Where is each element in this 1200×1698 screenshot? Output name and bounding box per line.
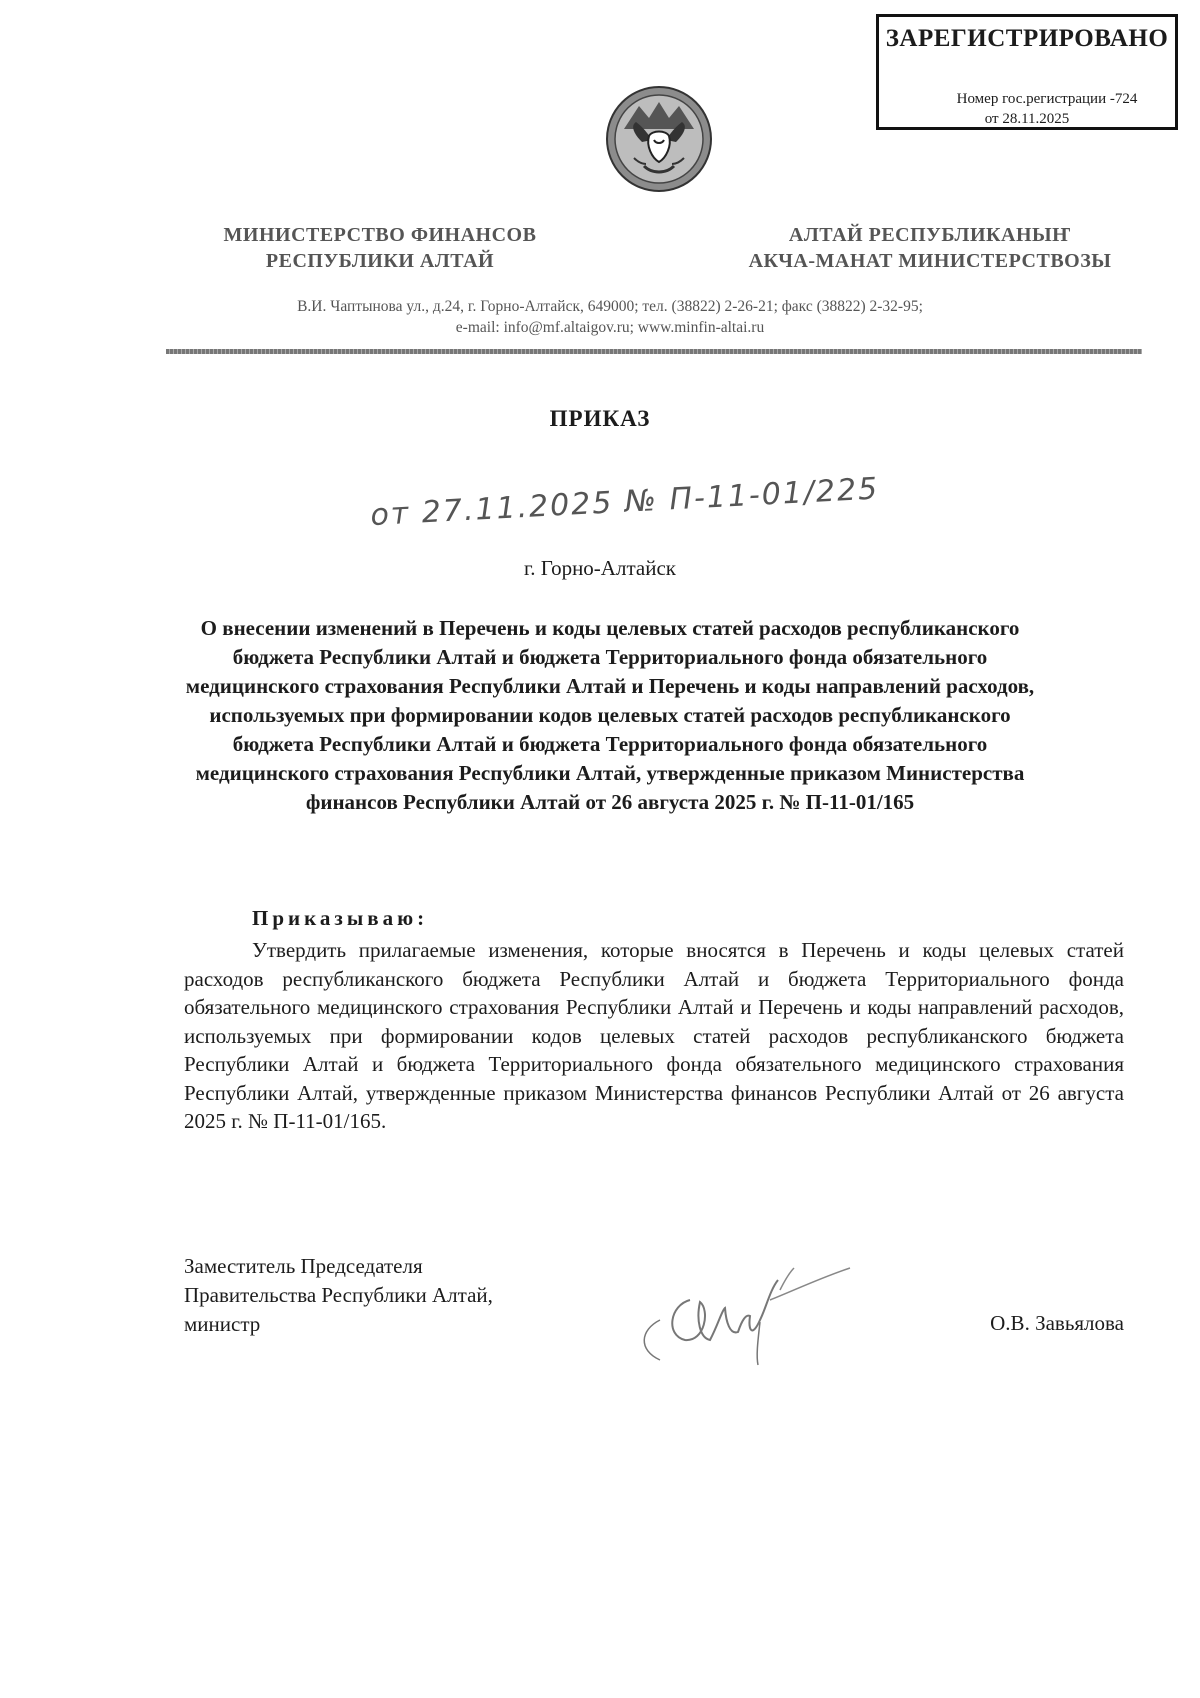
signer-title: Заместитель Председателя Правительства Республики Алтай, министр xyxy=(184,1254,493,1336)
ministry-name-line1: МИНИСТЕРСТВО ФИНАНСОВ xyxy=(223,224,537,246)
signer-name: О.В. Завьялова xyxy=(990,1311,1124,1335)
ministry-name-altai-line1: АЛТАЙ РЕСПУБЛИКАНЫҤ xyxy=(788,224,1072,246)
order-title: ПРИКАЗ xyxy=(549,406,651,431)
coat-of-arms-icon xyxy=(604,84,714,194)
handwritten-date-number-text: от 27.11.2025 № П-11-01/225 xyxy=(369,471,880,534)
header-divider xyxy=(166,349,1142,354)
stamp-reg-number: Номер гос.регистрации -724 xyxy=(956,91,1138,107)
order-subject: О внесении изменений в Перечень и коды целевых статей расходов республиканского бюджета Республики Алтай и бюджета Территориального фонда обязательного медицинского страхования Республики Алтай и Перечень и коды направлений расходов, используемых при формировании кодов целевых статей расходов республиканского бюджета Республики Алтай и бюджета Территориального фонда обязательного медицинского страхования Республики Алтай, утвержденные приказом Министерства финансов Республики Алтай от 26 августа 2025 г. № П-11-01/165 xyxy=(185,616,1035,814)
ministry-address xyxy=(160,296,1060,338)
handwritten-signature-icon xyxy=(630,1250,860,1380)
order-verb: Приказываю: xyxy=(252,906,429,930)
stamp-reg-date: от 28.11.2025 xyxy=(984,111,1070,127)
ministry-name-russian xyxy=(180,222,580,274)
order-body: Утвердить прилагаемые изменения, которые вносятся в Перечень и коды целевых статей расходов республиканского бюджета Республики Алтай и бюджета Территориального фонда обязательного медицинского страхования Республики Алтай и Перечень и коды направлений расходов, используемых при формировании кодов целевых статей расходов республиканского бюджета Республики Алтай и бюджета Территориального фонда обязательного медицинского страхования Республики Алтай, утвержденные приказом Министерства финансов Республики Алтай от 26 августа 2025 г. № П-11-01/165. xyxy=(184,938,1124,1133)
ministry-name-line2: РЕСПУБЛИКИ АЛТАЙ xyxy=(265,250,495,272)
handwritten-date-number xyxy=(360,460,880,540)
ministry-name-altai xyxy=(720,222,1140,274)
city: г. Горно-Алтайск xyxy=(524,556,676,580)
address-line1: В.И. Чаптынова ул., д.24, г. Горно-Алтайск, 649000; тел. (38822) 2-26-21; факс (38822) 2-32-95; xyxy=(297,298,923,315)
registration-stamp xyxy=(876,14,1178,130)
ministry-name-altai-line2: АКЧА-МАНАТ МИНИСТЕРСТВОЗЫ xyxy=(748,250,1112,272)
stamp-title: ЗАРЕГИСТРИРОВАНО xyxy=(885,25,1169,52)
address-line2: e-mail: info@mf.altaigov.ru; www.minfin-altai.ru xyxy=(455,319,765,336)
